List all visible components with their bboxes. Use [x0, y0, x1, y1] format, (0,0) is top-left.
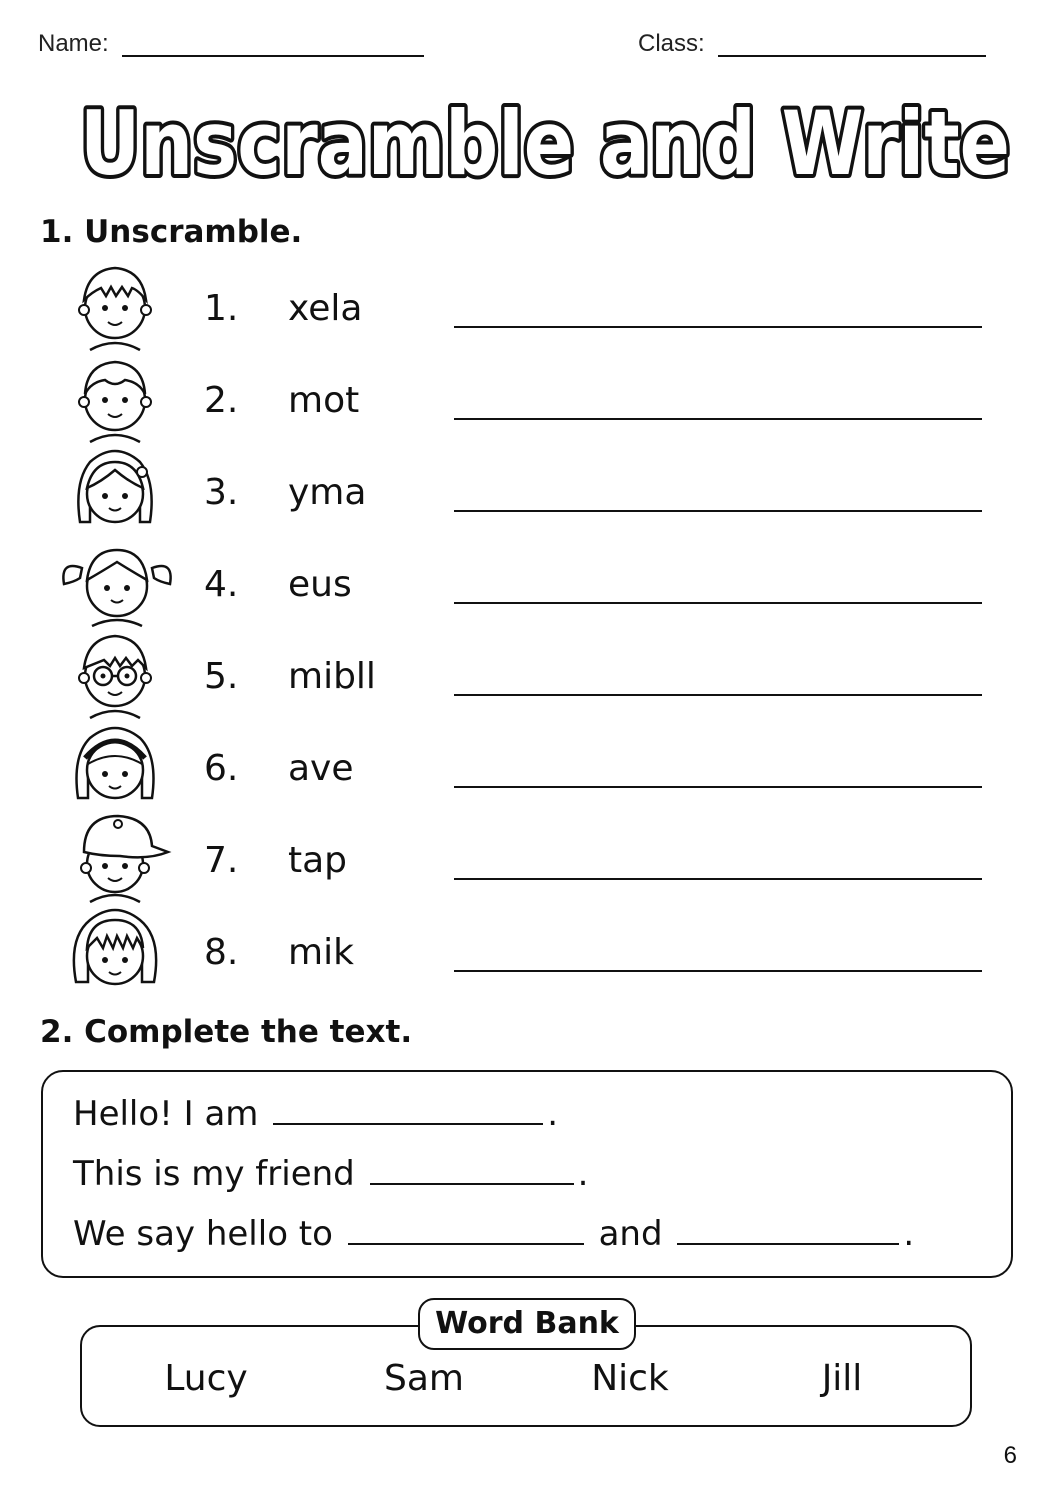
- sentence-1: Hello! I am .: [73, 1094, 559, 1134]
- blank-field[interactable]: [370, 1183, 574, 1185]
- page-number: 6: [1003, 1442, 1017, 1469]
- word-bank-word: Nick: [591, 1358, 669, 1399]
- word-bank-word: Jill: [821, 1358, 863, 1399]
- blank-field[interactable]: [677, 1243, 899, 1245]
- complete-text-box: [41, 1070, 1013, 1278]
- answer-field[interactable]: [454, 878, 982, 880]
- list-item: 1. xela: [60, 258, 990, 350]
- section2-heading: 2. Complete the text.: [40, 1014, 413, 1050]
- answer-field[interactable]: [454, 786, 982, 788]
- answer-field[interactable]: [454, 418, 982, 420]
- word-bank-word: Sam: [384, 1358, 464, 1399]
- list-item: 3. yma: [60, 442, 990, 534]
- scrambled-word: tap: [288, 840, 348, 881]
- list-item: 4. eus: [60, 534, 990, 626]
- scrambled-word: ave: [288, 748, 354, 789]
- answer-field[interactable]: [454, 970, 982, 972]
- class-label: Class:: [638, 30, 705, 57]
- girl-headband-icon: [60, 718, 170, 814]
- girl-pigtails-icon: [60, 534, 175, 630]
- worksheet-title: [70, 82, 1020, 192]
- answer-field[interactable]: [454, 602, 982, 604]
- scrambled-word: xela: [288, 288, 363, 329]
- list-item: 2. mot: [60, 350, 990, 442]
- scrambled-word: mik: [288, 932, 354, 973]
- scrambled-word: mot: [288, 380, 360, 421]
- boy-icon: [60, 258, 170, 354]
- title-text: Unscramble and Write: [80, 92, 1010, 192]
- answer-field[interactable]: [454, 510, 982, 512]
- blank-field[interactable]: [273, 1123, 543, 1125]
- list-item: 5. mibll: [60, 626, 990, 718]
- scrambled-word: yma: [288, 472, 367, 513]
- scrambled-word: eus: [288, 564, 352, 605]
- sentence-3: We say hello to and .: [73, 1214, 915, 1254]
- name-label: Name:: [38, 30, 109, 57]
- answer-field[interactable]: [454, 326, 982, 328]
- blank-field[interactable]: [348, 1243, 584, 1245]
- name-field[interactable]: [122, 55, 424, 57]
- word-bank-label: Word Bank: [418, 1298, 636, 1350]
- list-item: 6. ave: [60, 718, 990, 810]
- section1-heading: 1. Unscramble.: [40, 214, 303, 250]
- sentence-2: This is my friend .: [73, 1154, 589, 1194]
- class-field[interactable]: [718, 55, 986, 57]
- boy-glasses-icon: [60, 626, 170, 722]
- list-item: 7. tap: [60, 810, 990, 902]
- word-bank-word: Lucy: [164, 1358, 248, 1399]
- girl-clip-icon: [60, 442, 170, 538]
- scrambled-word: mibll: [288, 656, 376, 697]
- answer-field[interactable]: [454, 694, 982, 696]
- girl-bangs-icon: [60, 902, 170, 998]
- boy-icon: [60, 350, 170, 446]
- boy-cap-icon: [60, 810, 175, 906]
- list-item: 8. mik: [60, 902, 990, 994]
